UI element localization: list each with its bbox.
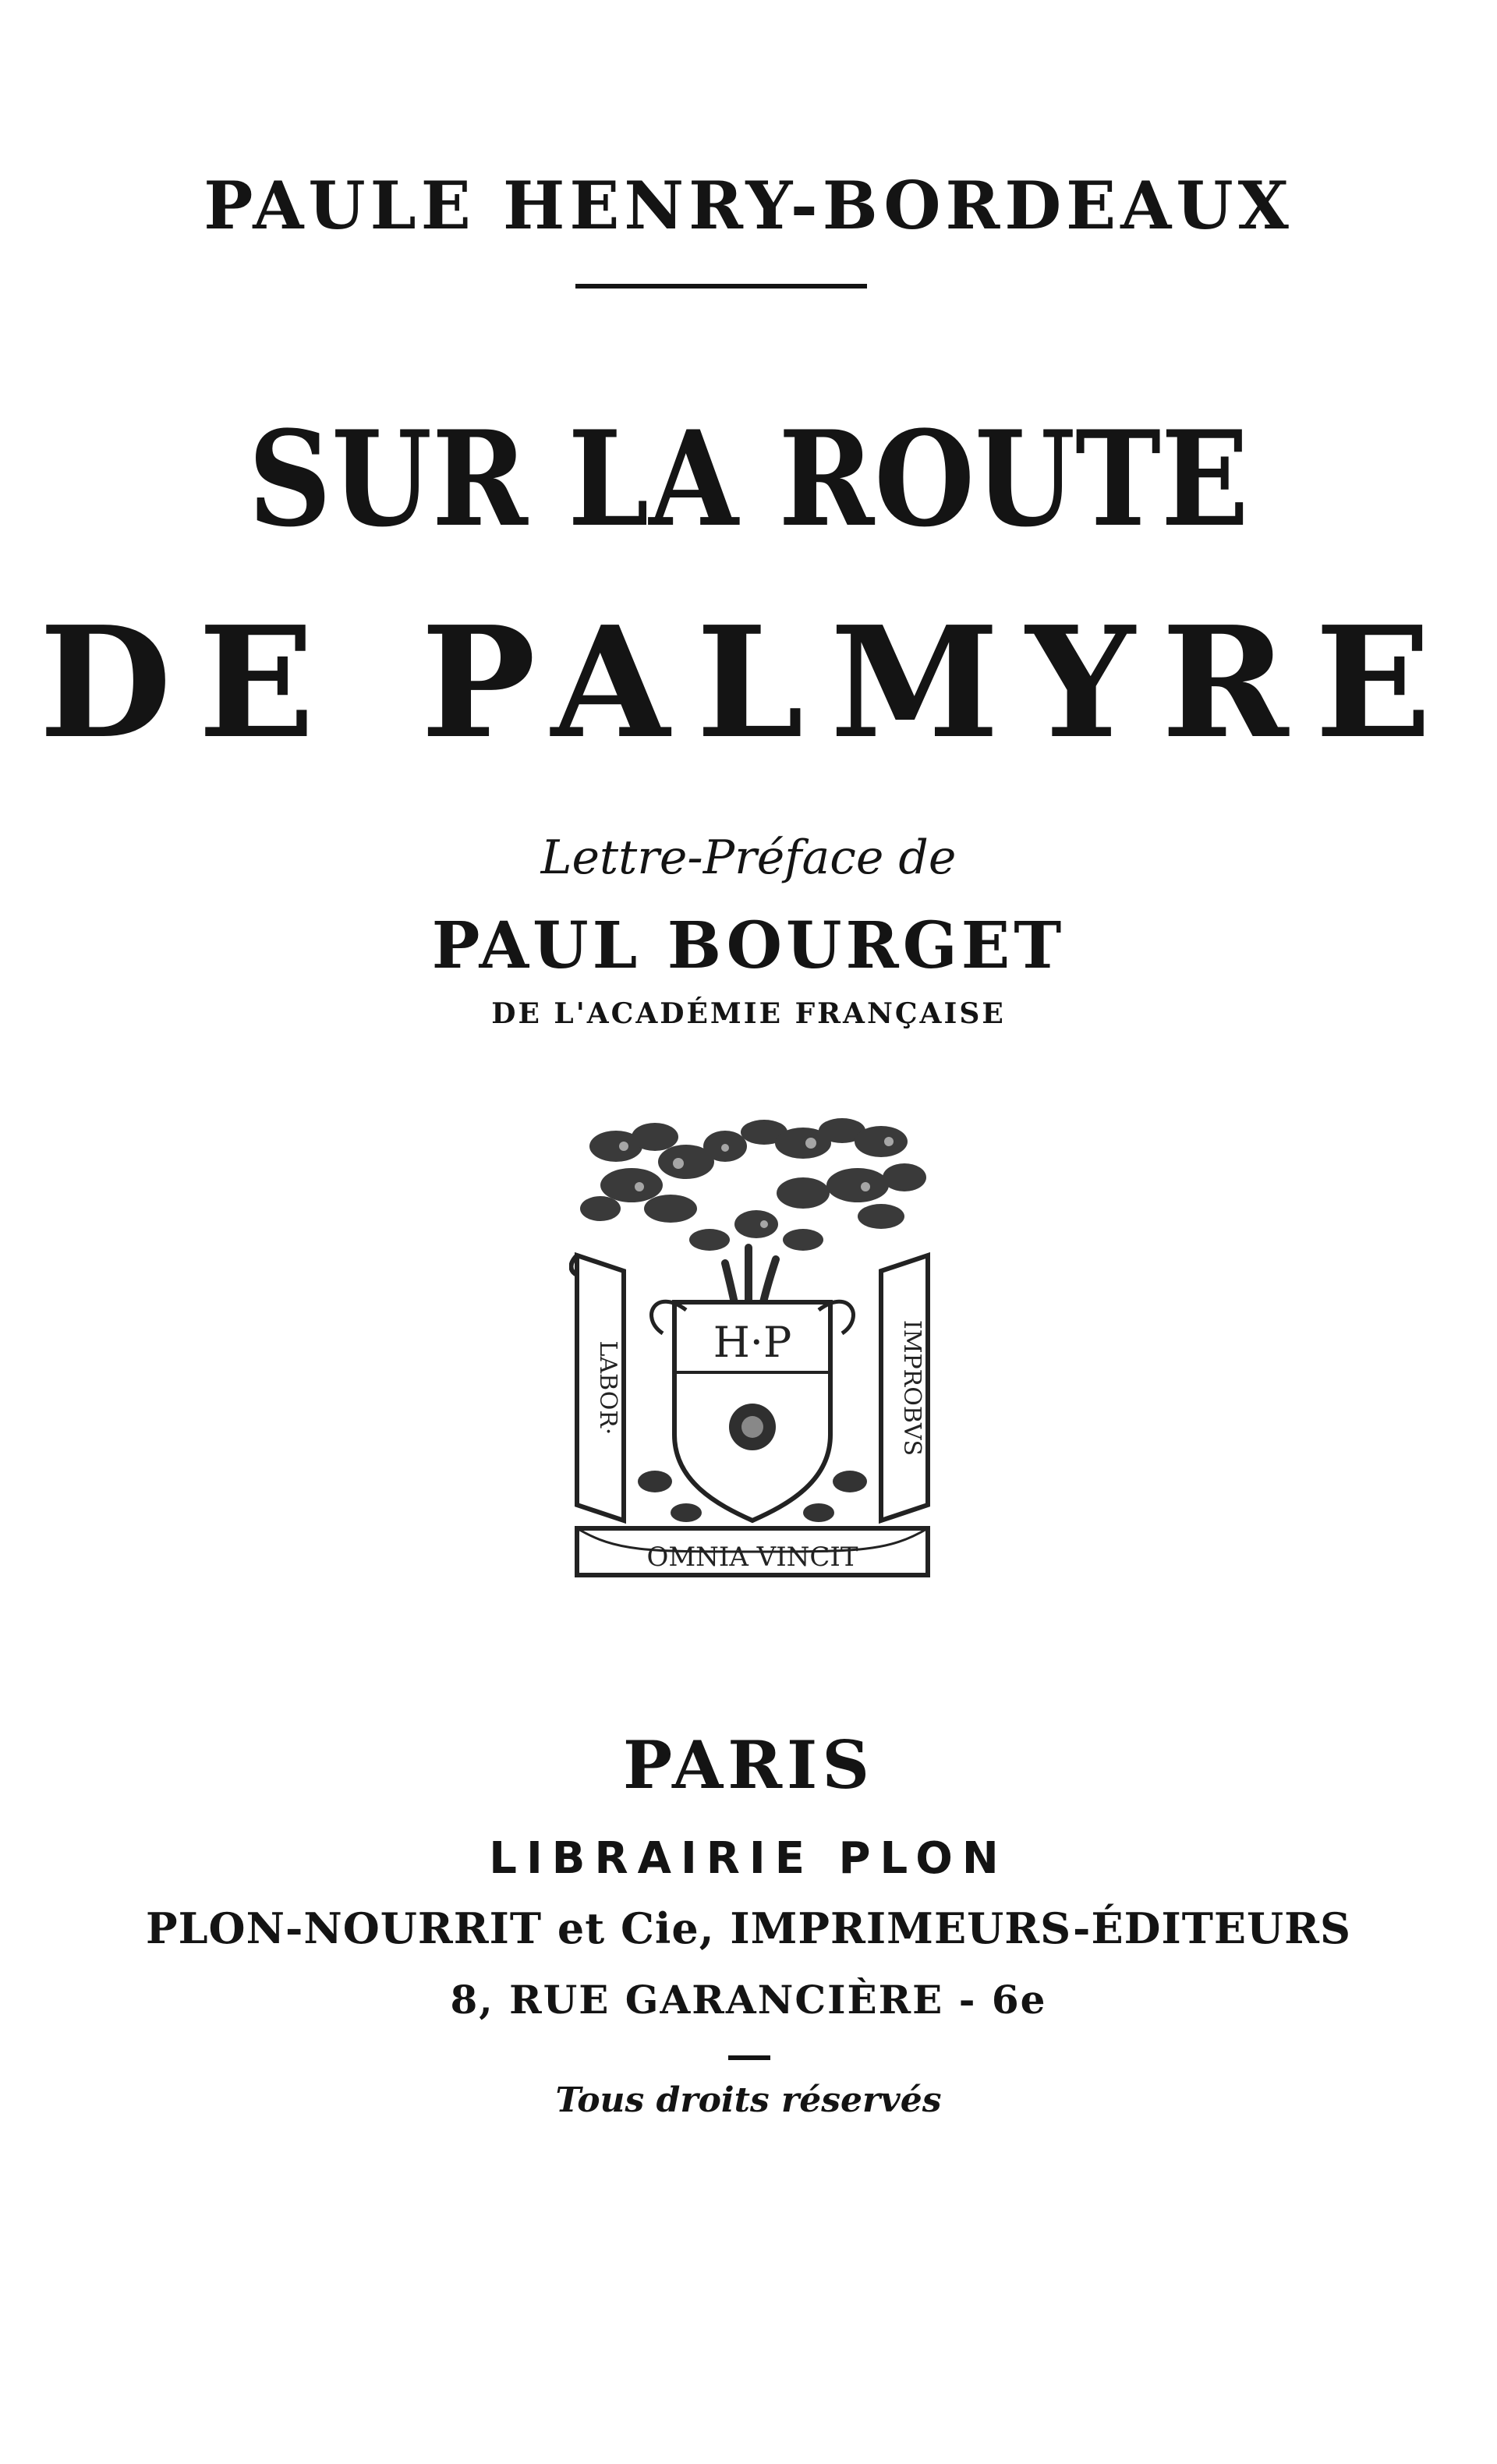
book-title-line-2: DE PALMYRE [39, 593, 1458, 773]
book-title-line-1: SUR LA ROUTE [248, 402, 1249, 556]
author-name: PAULE HENRY-BORDEAUX [203, 167, 1294, 244]
bottom-banner-text: OMNIA VINCIT [646, 1542, 858, 1573]
left-banner-text: LABOR· [594, 1340, 621, 1436]
printers-mark-emblem [569, 1115, 936, 1583]
shield-monogram: H·P [713, 1318, 792, 1367]
right-banner-text: IMPROBVS [898, 1319, 925, 1457]
printers-mark-icon [569, 1115, 936, 1583]
preface-label: Lettre-Préface de [540, 830, 957, 885]
preface-author: PAUL BOURGET [431, 908, 1066, 983]
publisher-address: 8, RUE GARANCIÈRE - 6e [450, 1977, 1047, 2023]
preface-affiliation: DE L'ACADÉMIE FRANÇAISE [491, 997, 1006, 1030]
author-divider-rule [575, 284, 867, 289]
rights-notice: Tous droits réservés [555, 2080, 942, 2120]
imprint-city: PARIS [623, 1726, 874, 1804]
address-divider-rule [728, 2055, 770, 2060]
publisher-name: LIBRAIRIE PLON [489, 1833, 1008, 1884]
printers-line: PLON-NOURRIT et Cie, IMPRIMEURS-ÉDITEURS [145, 1903, 1352, 1953]
